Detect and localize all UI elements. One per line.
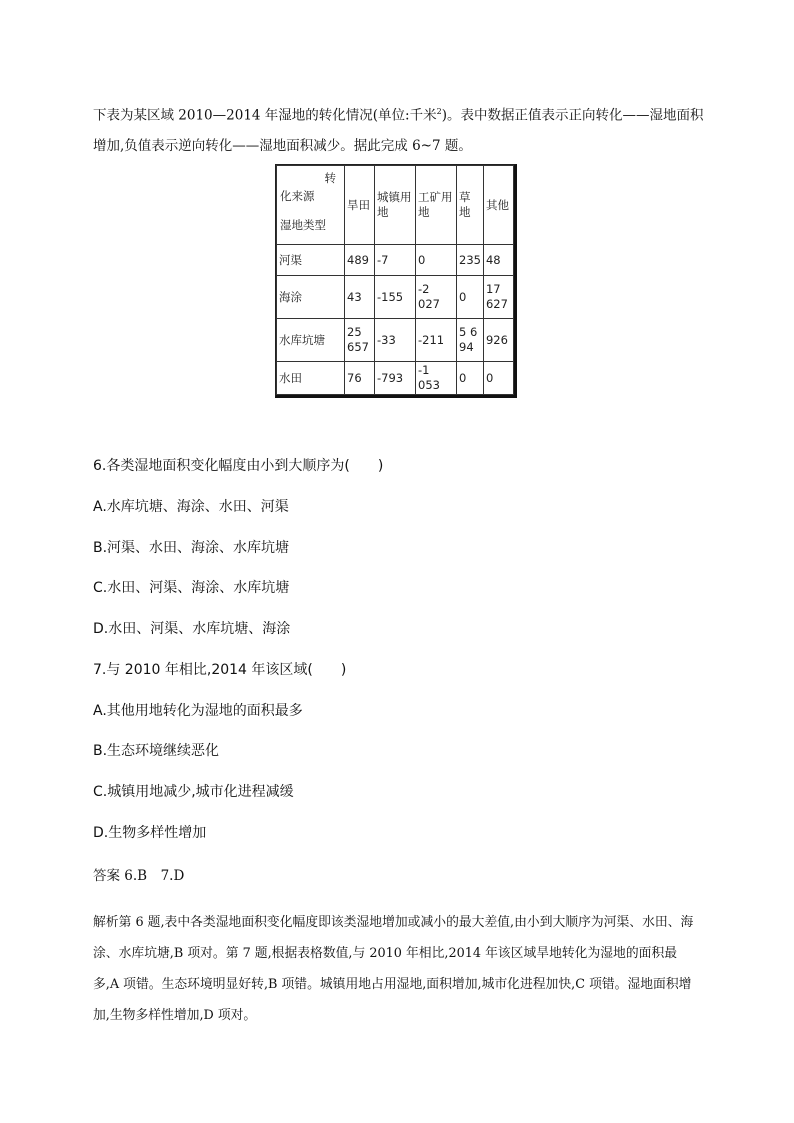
question-7-option-d: D.生物多样性增加 (93, 825, 207, 841)
column-header: 其他 (483, 166, 513, 245)
question-6-stem: 6.各类湿地面积变化幅度由小到大顺序为( ) (93, 458, 384, 474)
table-cell: 48 (483, 245, 513, 276)
row-header: 水田 (277, 362, 345, 395)
table-cell: 926 (483, 319, 513, 362)
analysis-paragraph: 解析第 6 题,表中各类湿地面积变化幅度即该类湿地增加或减小的最大差值,由小到大顺序为河渠、水田、海涂、水库坑塘,B 项对。第 7 题,根据表格数值,与 2010 年相比,2014 年该区域旱地转化为湿地的面积最多,A 项错。生态环境明显好转,B 项错。城镇用地占用湿地,面积增加,城市化进程加快,C 项错。湿地面积增加,生物多样性增加,D 项对。 (93, 915, 694, 1023)
table-cell: -7 (375, 245, 416, 276)
question-6-option-b: B.河渠、水田、海涂、水库坑塘 (93, 540, 290, 556)
question-6-option-c: C.水田、河渠、海涂、水库坑塘 (93, 580, 290, 596)
answer-line: 答案 6.B 7.D (93, 868, 185, 884)
table-cell: -1 053 (416, 362, 457, 395)
column-header: 城镇用地 (375, 166, 416, 245)
table-cell: 489 (345, 245, 375, 276)
question-6-option-d: D.水田、河渠、水库坑塘、海涂 (93, 621, 291, 637)
table-row (277, 319, 514, 362)
question-7-option-a: A.其他用地转化为湿地的面积最多 (93, 703, 303, 719)
table-cell: 0 (416, 245, 457, 276)
column-header: 工矿用地 (416, 166, 457, 245)
table-cell: 76 (345, 362, 375, 395)
question-7-option-b: B.生态环境继续恶化 (93, 743, 220, 759)
table-row (277, 276, 514, 319)
table-header-row (277, 166, 514, 245)
table-cell: -2 027 (416, 276, 457, 319)
table-cell: 43 (345, 276, 375, 319)
table-cell: 5 694 (457, 319, 484, 362)
table-cell: 17 627 (483, 276, 513, 319)
intro-paragraph (93, 97, 705, 161)
table-cell: 0 (457, 276, 484, 319)
column-header: 旱田 (345, 166, 375, 245)
intro-text-rest: )。表中数据正值表示正向转化——湿地面积增加,负值表示逆向转化——湿地面积减少。据此完成 6~7 题。 (93, 107, 704, 154)
row-header: 河渠 (277, 245, 345, 276)
row-header: 水库坑塘 (277, 319, 345, 362)
table-cell: 0 (457, 362, 484, 395)
table-corner-header (277, 166, 345, 245)
row-header: 海涂 (277, 276, 345, 319)
table-cell: -793 (375, 362, 416, 395)
question-7-stem: 7.与 2010 年相比,2014 年该区域( ) (93, 662, 347, 678)
corner-label-type: 湿地类型 (280, 218, 326, 232)
intro-text: 下表为某区域 2010—2014 年湿地的转化情况(单位:千米 (93, 107, 437, 124)
table-row (277, 245, 514, 276)
question-6-option-a: A.水库坑塘、海涂、水田、河渠 (93, 499, 289, 515)
wetland-conversion-table-frame (275, 164, 517, 398)
table-cell: -211 (416, 319, 457, 362)
table-cell: 0 (483, 362, 513, 395)
table-cell: 235 (457, 245, 484, 276)
unit-superscript: 2 (436, 107, 442, 116)
corner-label-top: 转 (324, 171, 336, 185)
table-cell: -33 (375, 319, 416, 362)
corner-label-source: 化来源 (280, 189, 315, 203)
question-7-option-c: C.城镇用地减少,城市化进程减缓 (93, 784, 294, 800)
wetland-conversion-table (276, 165, 514, 395)
table-cell: 25 657 (345, 319, 375, 362)
table-cell: -155 (375, 276, 416, 319)
column-header: 草地 (457, 166, 484, 245)
table-row (277, 362, 514, 395)
